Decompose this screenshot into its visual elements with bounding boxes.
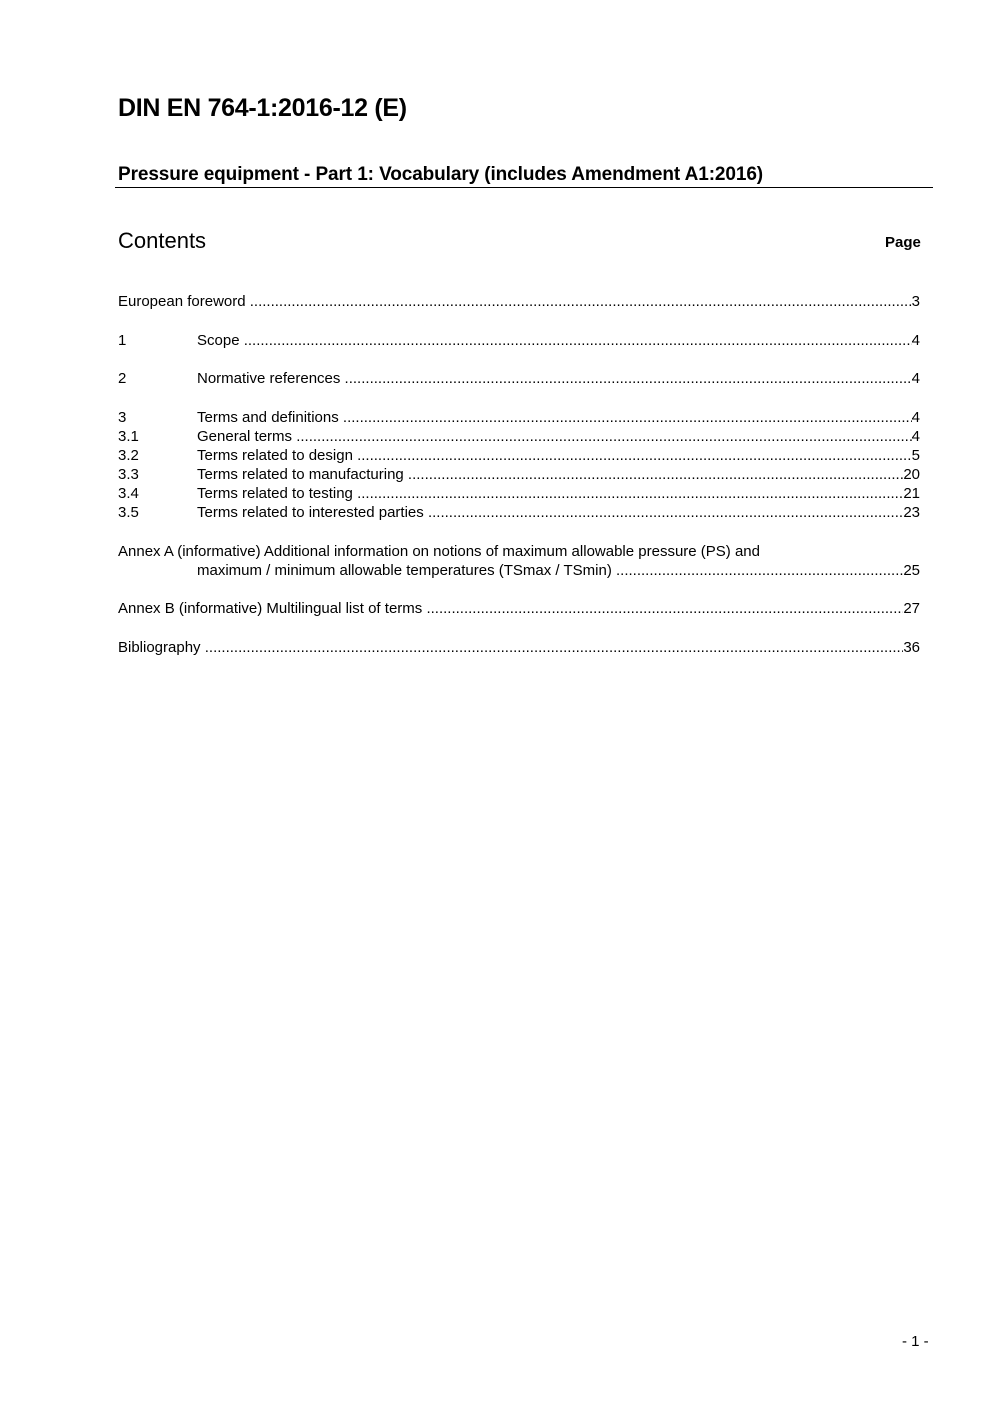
toc-entry-page: 3 [911, 293, 920, 310]
toc-entry-label: Terms related to design ..... [197, 446, 912, 465]
toc-entry-number: 3.2 [118, 447, 139, 464]
toc-entry-label: Annex B (informative) Multilingual list of terms ..... [118, 599, 903, 618]
toc-entry-label: General terms ..... [197, 427, 912, 446]
toc-entry-page: 4 [911, 409, 920, 426]
contents-heading: Contents [118, 228, 207, 253]
toc-entry-number: 3.4 [118, 485, 139, 502]
toc-entry-annex-a[interactable] [118, 561, 920, 580]
toc-entry-normative-references[interactable] [118, 369, 920, 388]
toc-entry-label: Normative references ..... [197, 369, 912, 388]
toc-entry-general-terms[interactable] [118, 427, 920, 446]
toc-entry-terms-design[interactable] [118, 446, 920, 465]
toc-entry-page: 4 [911, 370, 920, 387]
toc-entry-foreword[interactable] [118, 292, 920, 311]
toc-entry-bibliography[interactable] [118, 638, 920, 657]
document-title: Pressure equipment - Part 1: Vocabulary (includes Amendment A1:2016) [118, 164, 764, 185]
toc-entry-number: 3 [118, 409, 127, 426]
toc-entry-label: Bibliography ..... [118, 638, 903, 657]
toc-entry-label: Scope ..... [197, 331, 912, 350]
toc-entry-page: 4 [911, 332, 920, 349]
toc-entry-label: Terms related to testing ..... [197, 484, 903, 503]
toc-entry-label: European foreword ..... [118, 292, 912, 311]
toc-entry-label: Terms and definitions ..... [197, 408, 912, 427]
toc-entry-number: 3.1 [118, 428, 139, 445]
toc-entry-label: maximum / minimum allowable temperatures (TSmax / TSmin) ..... [197, 561, 903, 580]
toc-entry-page: 23 [903, 504, 920, 521]
toc-entry-page: 4 [911, 428, 920, 445]
toc-entry-annex-b[interactable] [118, 599, 920, 618]
toc-entry-terms-testing[interactable] [118, 484, 920, 503]
toc-entry-page: 27 [903, 600, 920, 617]
toc-entry-scope[interactable] [118, 331, 920, 350]
toc-entry-annex-a-line1[interactable]: Annex A (informative) Additional information on notions of maximum allowable pressure (PS) and [118, 543, 760, 560]
title-divider [115, 187, 933, 188]
toc-entry-number: 2 [118, 370, 127, 387]
toc-entry-page: 20 [903, 466, 920, 483]
toc-entry-number: 3.5 [118, 504, 139, 521]
toc-entry-terms-manufacturing[interactable] [118, 465, 920, 484]
document-id: DIN EN 764-1:2016-12 (E) [118, 94, 407, 122]
toc-entry-number: 3.3 [118, 466, 139, 483]
toc-entry-terms-definitions[interactable] [118, 408, 920, 427]
toc-entry-page: 25 [903, 562, 920, 579]
page-column-heading: Page [885, 234, 921, 251]
footer-page-number: - 1 - [902, 1333, 929, 1350]
toc-entry-page: 36 [903, 639, 920, 656]
toc-entry-page: 21 [903, 485, 920, 502]
toc-entry-page: 5 [911, 447, 920, 464]
toc-entry-label: Terms related to interested parties ..... [197, 503, 903, 522]
toc-entry-terms-interested-parties[interactable] [118, 503, 920, 522]
toc-entry-label: Terms related to manufacturing ..... [197, 465, 903, 484]
toc-entry-number: 1 [118, 332, 127, 349]
